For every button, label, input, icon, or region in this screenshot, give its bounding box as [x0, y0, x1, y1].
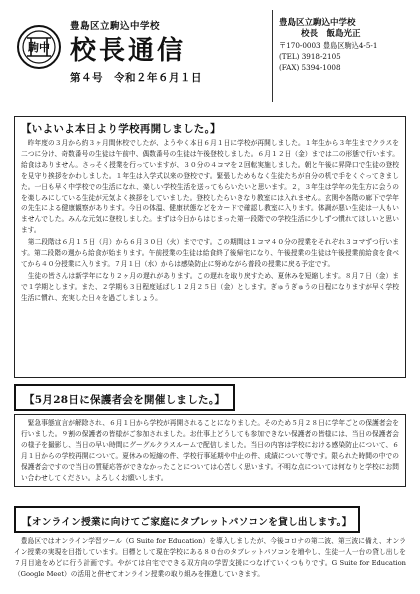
section-paragraph: 豊島区ではオンライン学習ツール（G Suite for Education）を導入しましたが、今後コロナの第二波、第三波に備え、オンライン授業の実現を目指しています。目標として現在学校にある８０台のタブレットパソコンを増やし、生徒一人一台の貸し出しを７月目途をめどに行う計画です。やがては自宅でできる双方向の学習支援につなげていくつもりです。G Suite for Education（Google Meet）の活用と併せてオンライン授業の取り組みを推進していきます。 [14, 537, 406, 578]
school-seal-icon [16, 24, 62, 70]
section-paragraph: 第二段階は６月１５日（月）から６月３０日（火）までです。この期間は１コマ４０分の授業をそれぞれ３コマずつ行います。第二段階の週から給食が始まります。午前授業の生徒は給食終了後帰宅になり、午後授業の生徒は午後授業前給食を食べてから４０分授業に入ります。７月１日（水）からは感染防止に努めながら普段の授業に戻る予定です。 [21, 238, 399, 268]
contact-tel: (TEL) 3918-2105 [279, 52, 341, 61]
section-body-box [14, 414, 406, 487]
section-title-box [14, 506, 360, 533]
section-tablet-lending [14, 506, 406, 580]
contact-fax: (FAX) 5394-1008 [279, 63, 341, 72]
newsletter-title: 校長通信 [70, 36, 187, 66]
section-school-reopening [14, 116, 406, 378]
issue-label: 第４号 令和２年６月１日 [70, 72, 202, 84]
section-title: 【5月28日に保護者会を開催しました。】 [24, 394, 226, 406]
contact-block [272, 10, 408, 102]
masthead [70, 18, 260, 85]
section-paragraph: 緊急事態宣言が解除され、６月１日から学校が再開されることになりました。そのため５月２８日に学年ごとの保護者会を行いました。９割の保護者の皆様がご参加されました。お仕事上どうしても参加できない保護者の皆様には、当日の保護者会の様子を撮影し、当日の早い時間にグーグルクラスルームで配信しました。当日の内容は学校における感染防止について、６月１日からの学校再開について。夏休みの短縮の件、学校行事延期や中止の件、成績について等です。限られた時間の中での保護者会ですので当日の質疑応答ができなかったことについては心苦しく思います。不明な点については何なりと学校にお問い合わせしてください。よろしくお願いします。 [21, 419, 399, 482]
section-title: 【いよいよ本日より学校再開しました。】 [21, 123, 221, 135]
contact-school: 豊島区立駒込中学校 [279, 18, 356, 28]
newsletter-header [14, 8, 408, 100]
contact-address: 〒170-0003 豊島区駒込4-5-1 [279, 41, 378, 50]
school-name: 豊島区立駒込中学校 [70, 21, 161, 32]
section-paragraph: 昨年度の３月から約３ヶ月間休校でしたが、ようやく本日６月１日に学校が再開しました。１年生から３年生までクラスを二つに分け、奇数番号の生徒は午前中、偶数番号の生徒は午後登校しました。６月１２日（金）までは二の形態で行います。給食はありません。さっそく授業を行っていますが、３０分の４コマを２回転実施しました。朝と午後に昇降口で生徒の登校を見守り挨拶をかわしました。１年生は入学式以来の登校です。緊張しためもなく生徒たちが自分の机で手をくぐってきました。一日も早く中学校での生活になれ、楽しい学校生活を送ってもらいたいと思います。２，３年生は学年の先生方に会うのを楽しみにしている生徒が元気よく挨拶をしていました。登校したらいきなり教室には入れません。玄関や各階の廊下で学年の先生による健康観察があります。今日の体温、健康状態などをカードで確認し教室に入ります。体調が悪い生徒は一人もいませんでした。みんな元気に登校しました。まずは今日からはじまった第一段階での学校生活に少しずつ慣れてほしいと思います。 [21, 139, 399, 235]
section-body [14, 536, 406, 580]
contact-principal: 校長 飯島光正 [301, 29, 361, 39]
section-title-box [14, 384, 235, 411]
section-title: 【オンライン授業に向けてご家庭にタブレットパソコンを貸し出します。】 [22, 517, 352, 528]
svg-text:駒中: 駒中 [28, 41, 50, 54]
section-parents-meeting [14, 384, 406, 487]
section-paragraph: 生徒の皆さんは新学年になり２ヶ月の遅れがあります。この遅れを取り戻すため、夏休みを短縮します。８月７日（金）まで１学期とします。また、２学期も３日程度延ばし１２月２５日（金）とします。ぎゅうぎゅうの日程になりますが早く学校生活に慣れ、充実した日々を過ごしましょう。 [21, 271, 399, 302]
